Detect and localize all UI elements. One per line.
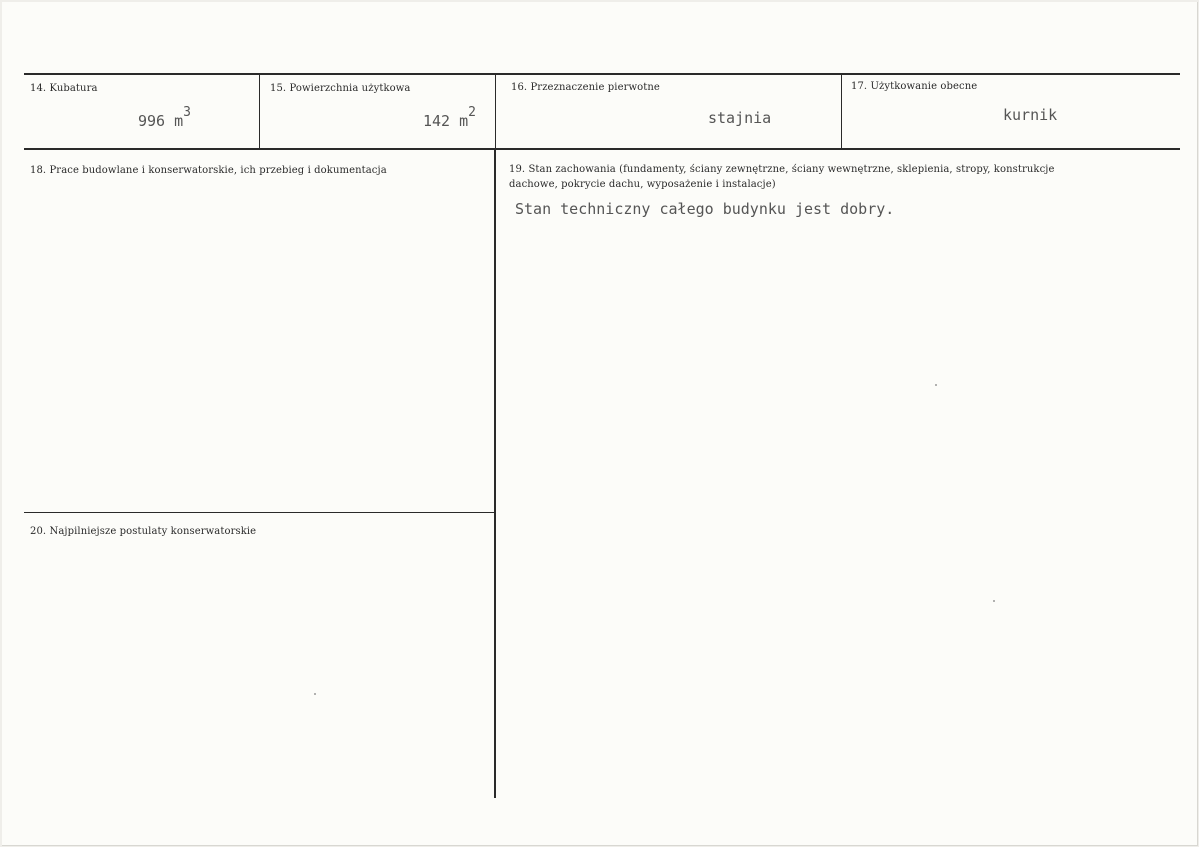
paper-speck — [314, 693, 316, 695]
field-14-label: 14. Kubatura — [30, 83, 98, 94]
paper-speck — [935, 384, 937, 386]
field-17-value: kurnik — [1003, 106, 1058, 124]
col-divider-2 — [495, 75, 496, 149]
field-15-number: 142 — [423, 112, 451, 130]
row-divider-rule — [24, 148, 1180, 150]
col-divider-1 — [259, 75, 260, 149]
field-19-value: Stan techniczny całego budynku jest dobry. — [515, 200, 895, 218]
field-16-value: stajnia — [708, 109, 772, 127]
top-rule — [24, 73, 1180, 75]
field-17-label: 17. Użytkowanie obecne — [851, 81, 978, 92]
field-18-label: 18. Prace budowlane i konserwatorskie, ich przebieg i dokumentacja — [30, 165, 387, 176]
field-15-label: 15. Powierzchnia użytkowa — [270, 83, 411, 94]
field-16-label: 16. Przeznaczenie pierwotne — [511, 82, 660, 93]
mid-left-rule — [24, 512, 494, 513]
col-divider-3 — [841, 75, 842, 149]
field-14-number: 996 — [138, 112, 166, 130]
field-19-label: 19. Stan zachowania (fundamenty, ściany zewnętrzne, ściany wewnętrzne, sklepienia, stropy, konstrukcje dachowe, pokrycie dachu, wyposażenie i instalacje) — [509, 164, 1055, 190]
field-14-value — [138, 105, 191, 130]
main-vertical-divider — [494, 150, 496, 798]
field-14-exponent: 3 — [183, 105, 191, 120]
paper-speck — [993, 600, 995, 602]
field-15-value — [423, 105, 476, 130]
field-15-exponent: 2 — [468, 105, 476, 120]
inventory-card — [2, 2, 1198, 846]
field-20-label: 20. Najpilniejsze postulaty konserwatorskie — [30, 526, 257, 537]
field-14-unit: m — [174, 112, 184, 130]
field-15-unit: m — [459, 112, 469, 130]
